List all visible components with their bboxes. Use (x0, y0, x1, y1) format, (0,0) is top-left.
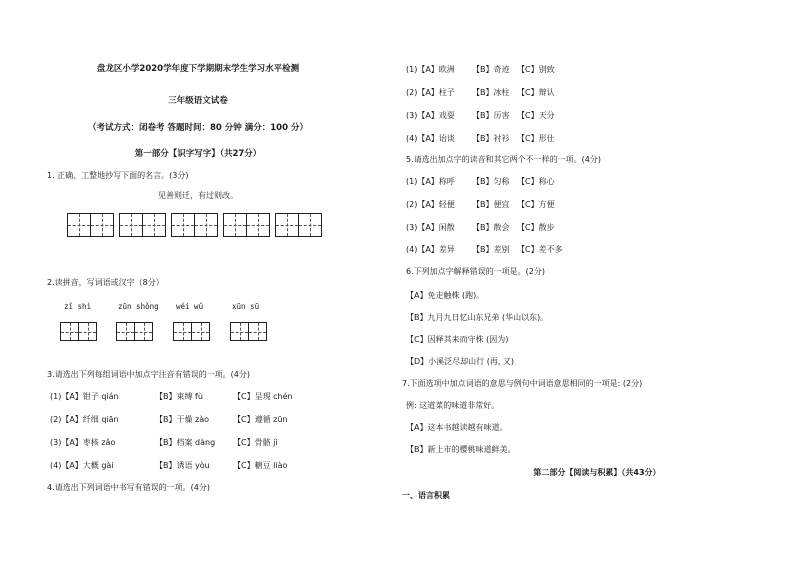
q3-option[interactable]: 【C】呈现 chén (233, 392, 293, 401)
q6-option-a[interactable]: 【A】免走触株 (跑)。 (406, 291, 485, 300)
q4-option[interactable]: 【B】奇迹 (472, 65, 510, 74)
q5-option[interactable]: 【C】称心 (517, 177, 555, 186)
q4-option[interactable]: (1)【A】欧洲 (406, 65, 455, 74)
q5-option[interactable]: 【B】散会 (472, 223, 510, 232)
q2-pinyin-1: zǐ shì (64, 302, 92, 311)
q5-option[interactable]: 【C】方便 (517, 200, 555, 209)
q4-option[interactable]: 【C】天分 (517, 111, 555, 120)
q3-option[interactable]: 【B】束缚 fù (155, 392, 203, 401)
q5-option[interactable]: 【B】便宜 (472, 200, 510, 209)
q3-text: 3.请选出下列每组词语中加点字注音有错误的一项。(4分) (47, 370, 250, 379)
part2-heading: 第二部分【阅读与积累】（共43分） (533, 468, 661, 477)
q3-option[interactable]: 【C】遵循 zūn (233, 415, 288, 424)
q4-option[interactable]: 【B】历害 (472, 111, 510, 120)
q3-option[interactable]: (1)【A】钳子 qián (50, 392, 119, 401)
q5-option[interactable]: 【C】差不多 (517, 245, 563, 254)
q2-pinyin-3: wéi wǔ (176, 302, 204, 311)
q6-option-b[interactable]: 【B】九月九日忆山东兄弟 (华山以东)。 (406, 313, 549, 322)
q3-option[interactable]: 【B】档案 dàng (155, 438, 216, 447)
q6-option-c[interactable]: 【C】因释其耒而守株 (因为) (406, 335, 509, 344)
q3-option[interactable]: (2)【A】纤细 qiān (50, 415, 119, 424)
q5-option[interactable]: (4)【A】差异 (406, 245, 455, 254)
q1-text: 1. 正确、工整地抄写下面的名言。(3分) (47, 171, 189, 180)
exam-info: （考试方式：闭卷考 答题时间：80 分钟 满分：100 分） (88, 123, 308, 133)
q5-option[interactable]: (1)【A】称呼 (406, 177, 455, 186)
q3-option[interactable]: 【C】骨骼 jì (233, 438, 278, 447)
exam-title: 盘龙区小学2020学年度下学期期末学生学习水平检测 (96, 64, 300, 74)
q3-option[interactable]: 【B】干燥 zào (155, 415, 210, 424)
q4-option[interactable]: 【C】辩认 (517, 88, 555, 97)
q4-option[interactable]: 【B】冰柱 (472, 88, 510, 97)
section-language-accumulation: 一、语言积累 (402, 491, 450, 500)
q4-option[interactable]: (4)【A】诒谈 (406, 134, 455, 143)
q5-text: 5.请选出加点字的读音和其它两个不一样的一项。(4分) (406, 155, 601, 164)
q5-option[interactable]: 【B】匀称 (472, 177, 510, 186)
part1-heading: 第一部分【识字写字】（共27分） (134, 149, 262, 159)
q6-option-d[interactable]: 【D】小溪泛尽却山行 (再, 又) (406, 357, 515, 366)
q7-text: 7.下面选项中加点词语的意思与例句中词语意思相同的一项是: (2分) (402, 379, 643, 388)
q5-option[interactable]: 【B】差别 (472, 245, 510, 254)
q1-quote: 见善则迁，有过则改。 (158, 191, 238, 200)
exam-subtitle: 三年级语文试卷 (168, 96, 228, 106)
q5-option[interactable]: (3)【A】闲散 (406, 223, 455, 232)
q3-option[interactable]: (3)【A】枣核 zǎo (50, 438, 116, 447)
q7-option-a[interactable]: 【A】这本书越读越有味道。 (406, 423, 508, 432)
q2-pinyin-4: xūn sū (232, 302, 260, 311)
q6-text: 6.下列加点字解释错误的一项是。(2分) (406, 267, 545, 276)
q4-option[interactable]: (3)【A】戏耍 (406, 111, 455, 120)
q3-option[interactable]: (4)【A】大概 gài (50, 461, 114, 470)
q4-text: 4.请选出下列词语中书写有错误的一项。(4分) (47, 483, 210, 492)
q5-option[interactable]: 【C】散步 (517, 223, 555, 232)
q3-option[interactable]: 【B】诱语 yòu (155, 461, 210, 470)
q4-option[interactable]: 【B】衬衫 (472, 134, 510, 143)
q5-option[interactable]: (2)【A】轻便 (406, 200, 455, 209)
q4-option[interactable]: 【C】形仕 (517, 134, 555, 143)
q2-text: 2.读拼音，写词语或汉字（8分） (47, 278, 164, 287)
q4-option[interactable]: 【C】别致 (517, 65, 555, 74)
q3-option[interactable]: 【C】糖豆 liào (233, 461, 288, 470)
q7-example: 例: 这道菜的味道非常好。 (406, 401, 500, 410)
q2-pinyin-2: zūn shǒng (118, 302, 159, 311)
q7-option-b[interactable]: 【B】新上市的樱桃味道鲜美。 (406, 445, 516, 454)
q4-option[interactable]: (2)【A】柱子 (406, 88, 455, 97)
